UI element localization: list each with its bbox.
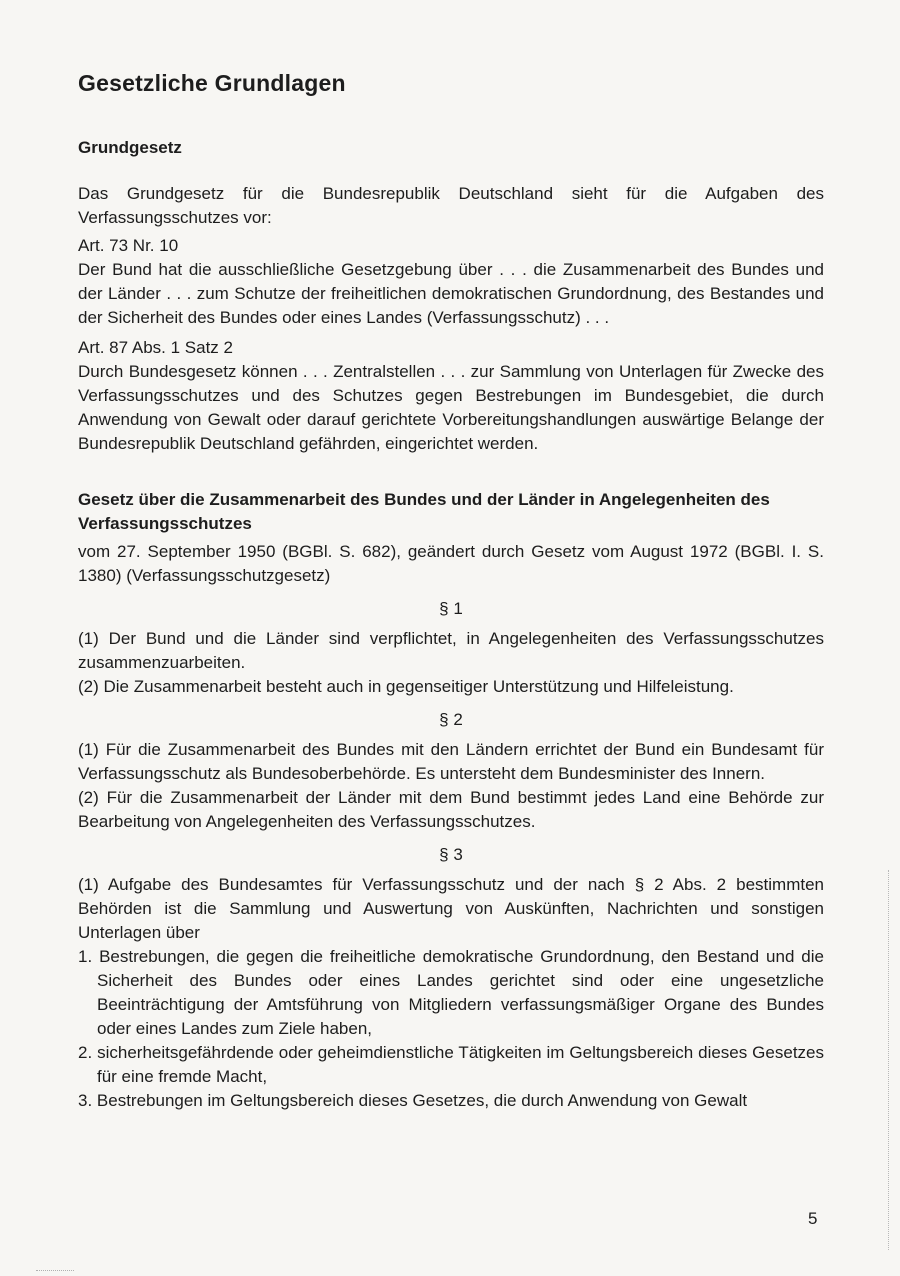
article-text: Durch Bundesgesetz können . . . Zentralstellen . . . zur Sammlung von Unterlagen für Zwecke des Verfassungsschutzes und des Schutzes gegen Bestrebungen im Bundesgebiet, die durch Anwendung von Gewalt oder darauf gerichtete Vorbereitungshandlungen auswärtige Belange der Bundesrepublik Deutschland gefährden, eingerichtet werden. xyxy=(78,362,824,453)
page-number: 5 xyxy=(808,1209,818,1228)
task-list xyxy=(78,945,824,1113)
list-item: 1. Bestrebungen, die gegen die freiheitliche demokratische Grundordnung, den Bestand und die Sicherheit des Bundes oder eines Landes gerichtet sind oder eine ungesetzliche Beeinträchtigung der Amtsführung von Mitgliedern verfassungsmäßiger Organe des Bundes oder eines Landes zum Ziele haben, xyxy=(78,947,824,1038)
grundgesetz-intro: Das Grundgesetz für die Bundesrepublik Deutschland sieht für die Aufgaben des Verfassungsschutzes vor: xyxy=(78,184,824,227)
document-page xyxy=(78,70,824,1113)
paragraph-label: § 1 xyxy=(439,599,463,618)
paragraph-text: (1) Aufgabe des Bundesamtes für Verfassungsschutz und der nach § 2 Abs. 2 bestimmten Behörden ist die Sammlung und Auswertung von Auskünften, Nachrichten und sonstigen Unterlagen über xyxy=(78,875,824,942)
article-ref: Art. 73 Nr. 10 xyxy=(78,236,179,255)
article-text: Der Bund hat die ausschließliche Gesetzgebung über . . . die Zusammenarbeit des Bundes und der Länder . . . zum Schutze der freiheitlichen demokratischen Grundordnung, des Bestandes und der Sicherheit des Bundes oder eines Landes (Verfassungsschutz) . . . xyxy=(78,260,824,327)
law-dates: vom 27. September 1950 (BGBl. S. 682), geändert durch Gesetz vom August 1972 (BGBl. I. S. 1380) (Verfassungsschutzgesetz) xyxy=(78,542,824,585)
list-item: 2. sicherheitsgefährdende oder geheimdienstliche Tätigkeiten im Geltungsbereich dieses Gesetzes für eine fremde Macht, xyxy=(78,1043,824,1086)
paragraph-text: (2) Die Zusammenarbeit besteht auch in gegenseitiger Unterstützung und Hilfeleistung. xyxy=(78,677,734,696)
paragraph-text: (1) Für die Zusammenarbeit des Bundes mit den Ländern errichtet der Bund ein Bundesamt für Verfassungsschutz als Bundesoberbehörde. Es untersteht dem Bundesminister des Innern. xyxy=(78,740,824,783)
paragraph-text: (2) Für die Zusammenarbeit der Länder mit dem Bund bestimmt jedes Land eine Behörde zur Bearbeitung von Angelegenheiten des Verfassungsschutzes. xyxy=(78,788,824,831)
paragraph-label: § 2 xyxy=(439,710,463,729)
scan-edge-mark xyxy=(888,870,890,1250)
scan-corner-mark xyxy=(36,1270,74,1271)
paragraph-text: (1) Der Bund und die Länder sind verpflichtet, in Angelegenheiten des Verfassungsschutzes zusammenzuarbeiten. xyxy=(78,629,824,672)
section-heading-law: Gesetz über die Zusammenarbeit des Bundes und der Länder in Angelegenheiten des Verfassungsschutzes xyxy=(78,490,770,533)
paragraph-label: § 3 xyxy=(439,845,463,864)
article-ref: Art. 87 Abs. 1 Satz 2 xyxy=(78,338,233,357)
section-heading-grundgesetz: Grundgesetz xyxy=(78,138,182,157)
list-item: 3. Bestrebungen im Geltungsbereich dieses Gesetzes, die durch Anwendung von Gewalt xyxy=(78,1091,748,1110)
page-title: Gesetzliche Grundlagen xyxy=(78,70,346,96)
